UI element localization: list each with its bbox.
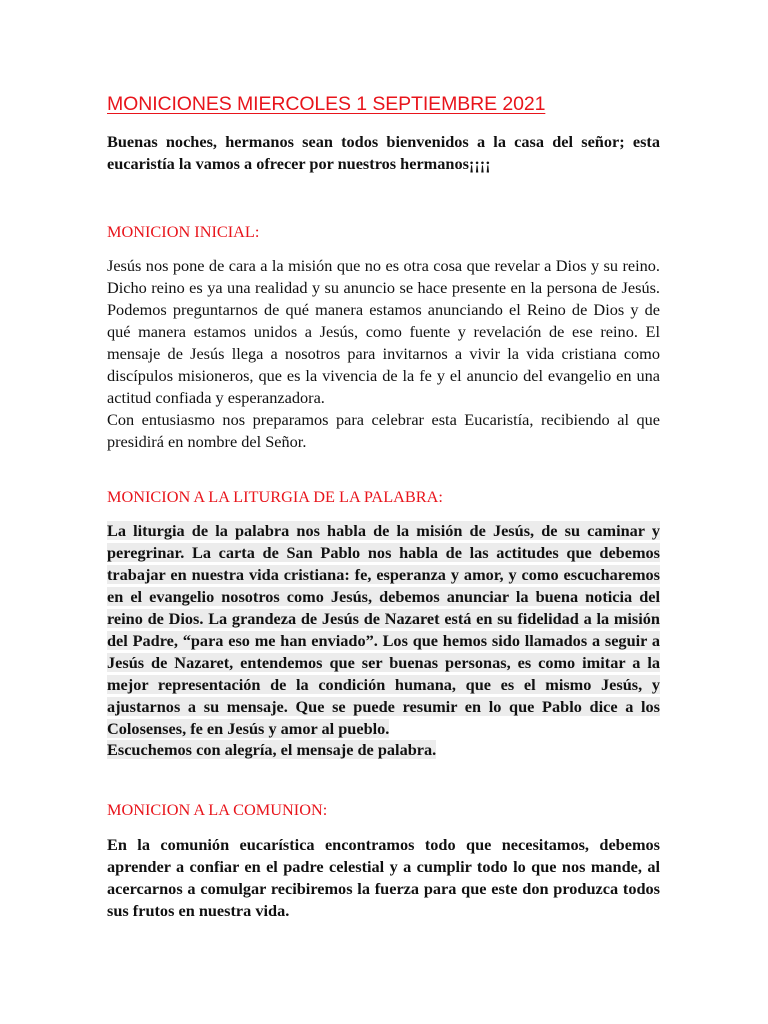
comunion-paragraph-1: En la comunión eucarística encontramos todo que necesitamos, debemos aprender a confiar en el padre celestial y a cumplir todo lo que nos mande, al acercarnos a comulgar recibiremos la fuerza para que este don produzca todos sus frutos en nuestra vida. [107, 835, 660, 920]
liturgia-paragraph-1 [107, 520, 660, 740]
inicial-paragraph-1: Jesús nos pone de cara a la misión que no es otra cosa que revelar a Dios y su reino. Dicho reino es ya una realidad y su anuncio se hace presente en la persona de Jesús. Podemos preguntarnos de qué manera estamos anunciando el Reino de Dios y de qué manera estamos unidos a Jesús, como fuente y revelación de ese reino. El mensaje de Jesús llega a nosotros para invitarnos a vivir la vida cristiana como discípulos misioneros, que es la vivencia de la fe y el anuncio del evangelio en una actitud confiada y esperanzadora. [107, 256, 660, 407]
intro-paragraph: Buenas noches, hermanos sean todos bienvenidos a la casa del señor; esta eucaristía la vamos a ofrecer por nuestros hermanos¡¡¡¡ [107, 132, 660, 173]
inicial-paragraph-2: Con entusiasmo nos preparamos para celebrar esta Eucaristía, recibiendo al que presidirá en nombre del Señor. [107, 410, 660, 451]
liturgia-paragraph-1-text: La liturgia de la palabra nos habla de la misión de Jesús, de su caminar y peregrinar. La carta de San Pablo nos habla de las actitudes que debemos trabajar en nuestra vida cristiana: fe, esperanza y amor, y como escucharemos en el evangelio nosotros como Jesús, debemos anunciar la buena noticia del reino de Dios. La grandeza de Jesús de Nazaret está en su fidelidad a la misión del Padre, “para eso me han enviado”. Los que hemos sido llamados a seguir a Jesús de Nazaret, entendemos que ser buenas personas, es como imitar a la mejor representación de la condición humana, que es el mismo Jesús, y ajustarnos a su mensaje. Que se puede resumir en lo que Pablo dice a los Colosenses, fe en Jesús y amor al pueblo. [107, 521, 660, 738]
document-title: MONICIONES MIERCOLES 1 SEPTIEMBRE 2021 [107, 93, 546, 115]
section-heading-inicial: MONICION INICIAL: [107, 222, 260, 241]
liturgia-paragraph-2-text: Escuchemos con alegría, el mensaje de palabra. [107, 740, 437, 759]
liturgia-paragraph-2 [107, 739, 660, 761]
section-heading-liturgia: MONICION A LA LITURGIA DE LA PALABRA: [107, 487, 443, 506]
section-heading-comunion: MONICION A LA COMUNION: [107, 800, 328, 819]
